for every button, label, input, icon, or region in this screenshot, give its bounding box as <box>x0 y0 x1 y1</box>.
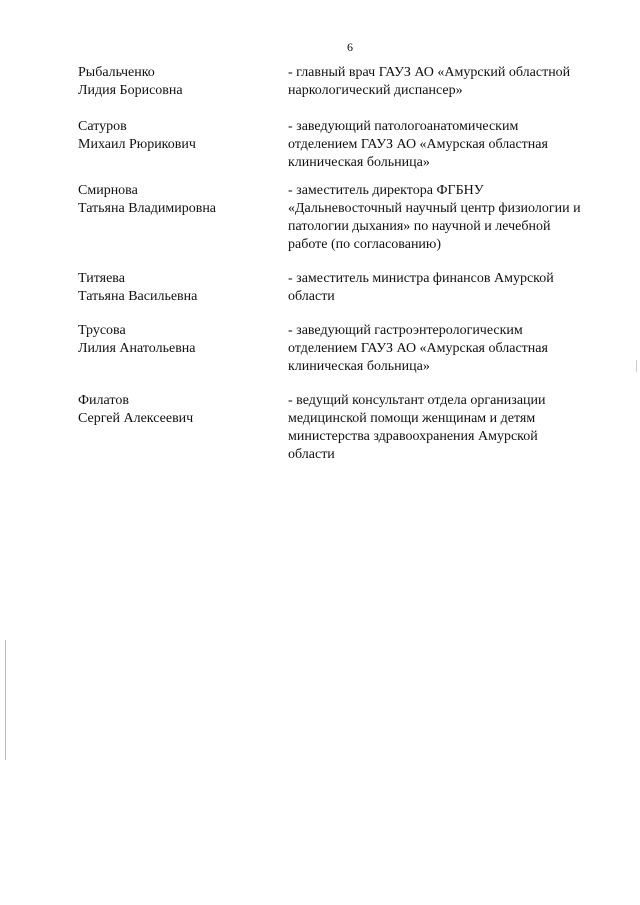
position-line: отделением ГАУЗ АО «Амурская областная <box>288 341 548 356</box>
position-line: области <box>288 289 335 304</box>
member-surname: Титяева <box>78 271 125 286</box>
member-given-names: Татьяна Васильевна <box>78 289 198 304</box>
position-line: медицинской помощи женщинам и детям <box>288 411 536 426</box>
position-line: области <box>288 447 335 462</box>
position-line: - заведующий гастроэнтерологическим <box>288 323 523 338</box>
member-position <box>288 118 628 172</box>
position-line: работе (по согласованию) <box>288 237 442 252</box>
member-position <box>288 182 628 254</box>
member-surname: Рыбальченко <box>78 65 155 80</box>
position-line: патологии дыхания» по научной и лечебной <box>288 219 551 234</box>
position-line: клиническая больница» <box>288 359 430 374</box>
member-name <box>78 64 278 100</box>
member-surname: Смирнова <box>78 183 138 198</box>
position-line: отделением ГАУЗ АО «Амурская областная <box>288 137 548 152</box>
member-given-names: Михаил Рюрикович <box>78 137 196 152</box>
member-position <box>288 322 628 376</box>
member-name <box>78 322 278 358</box>
member-given-names: Лилия Анатольевна <box>78 341 196 356</box>
member-surname: Сатуров <box>78 119 127 134</box>
position-line: - ведущий консультант отдела организации <box>288 393 546 408</box>
position-line: клиническая больница» <box>288 155 430 170</box>
member-position <box>288 64 628 100</box>
position-line: - заместитель министра финансов Амурской <box>288 271 554 286</box>
position-line: - заместитель директора ФГБНУ <box>288 183 484 198</box>
position-line: «Дальневосточный научный центр физиологии и <box>288 201 581 216</box>
member-given-names: Лидия Борисовна <box>78 83 183 98</box>
member-surname: Филатов <box>78 393 129 408</box>
member-name <box>78 182 278 218</box>
position-line: - заведующий патологоанатомическим <box>288 119 519 134</box>
scan-artifact <box>5 640 6 760</box>
position-line: - главный врач ГАУЗ АО «Амурский областной <box>288 65 571 80</box>
member-name <box>78 392 278 428</box>
member-surname: Трусова <box>78 323 126 338</box>
member-given-names: Сергей Алексеевич <box>78 411 194 426</box>
member-name <box>78 270 278 306</box>
position-line: министерства здравоохранения Амурской <box>288 429 538 444</box>
member-given-names: Татьяна Владимировна <box>78 201 217 216</box>
member-position <box>288 270 628 306</box>
member-name <box>78 118 278 154</box>
position-line: наркологический диспансер» <box>288 83 463 98</box>
scan-artifact <box>636 360 637 372</box>
member-position <box>288 392 628 464</box>
page-number: 6 <box>347 40 353 54</box>
